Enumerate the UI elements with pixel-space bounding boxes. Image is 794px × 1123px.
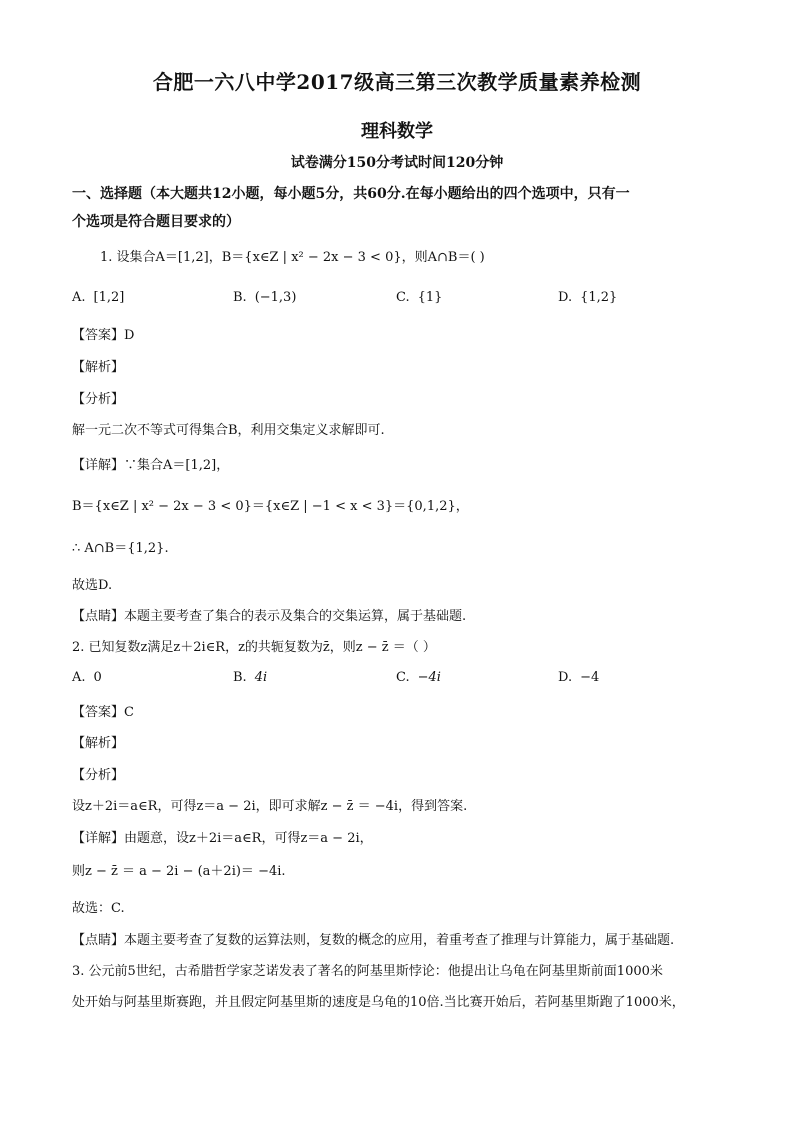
q2-stem: 2. 已知复数z满足z＋2i∈R，z的共轭复数为z̄，则z − z̄ ＝（ ） xyxy=(72,640,436,655)
q1-answer: 【答案】D xyxy=(72,328,135,343)
q1-stem: 1. 设集合A＝[1,2]，B＝{x∈Z | x² − 2x − 3 < 0}，则A∩B＝( ) xyxy=(100,250,485,265)
q1-option-d xyxy=(558,290,617,305)
q1-option-b-label: B. xyxy=(233,290,247,305)
q1-option-a-text: [1,2] xyxy=(93,290,125,305)
q2-fenxi-tag: 【分析】 xyxy=(72,768,125,783)
q1-option-b-text: (−1,3) xyxy=(254,290,297,305)
q2-option-c-label: C. xyxy=(396,670,410,685)
q2-option-d-label: D. xyxy=(558,670,573,685)
q2-option-a-label: A. xyxy=(72,670,86,685)
section-heading-line1: 一、选择题（本大题共12小题，每小题5分，共60分.在每小题给出的四个选项中，只有一 xyxy=(72,186,630,202)
q1-detail-1: 【详解】∵集合A＝[1,2]， xyxy=(72,458,230,473)
q2-comment: 【点睛】本题主要考查了复数的运算法则，复数的概念的应用，着重考查了推理与计算能力，属于基础题. xyxy=(72,933,675,948)
q1-option-a xyxy=(72,290,124,305)
q1-detail-3: ∴ A∩B＝{1,2}. xyxy=(72,541,169,556)
exam-meta: 试卷满分150分考试时间120分钟 xyxy=(290,155,504,171)
q3-line-2: 处开始与阿基里斯赛跑，并且假定阿基里斯的速度是乌龟的10倍.当比赛开始后，若阿基里斯跑了1000米， xyxy=(72,995,685,1010)
q1-fenxi-tag: 【分析】 xyxy=(72,392,125,407)
q1-detail-2: B＝{x∈Z | x² − 2x − 3 < 0}＝{x∈Z | −1 < x < 3}＝{0,1,2}， xyxy=(72,499,469,514)
q2-detail-2: 则z − z̄ ＝ a − 2i − (a＋2i)＝ −4i. xyxy=(72,864,286,879)
q2-fenxi: 设z＋2i＝a∈R，可得z＝a − 2i，即可求解z − z̄ ＝ −4i，得到答案. xyxy=(72,799,468,814)
exam-title: 合肥一六八中学2017级高三第三次教学质量素养检测 xyxy=(152,70,642,94)
q2-choose: 故选：C. xyxy=(72,901,125,916)
q2-detail-1: 【详解】由题意，设z＋2i＝a∈R，可得z＝a − 2i， xyxy=(72,831,373,846)
q2-option-d xyxy=(558,670,599,685)
q2-answer: 【答案】C xyxy=(72,705,134,720)
q1-option-c-label: C. xyxy=(396,290,410,305)
q2-analysis-tag: 【解析】 xyxy=(72,736,125,751)
exam-subtitle: 理科数学 xyxy=(361,121,433,142)
q2-option-c xyxy=(396,670,441,685)
q2-option-b-text: 4i xyxy=(254,670,268,685)
q2-option-d-text: −4 xyxy=(580,670,600,685)
q2-option-c-text: −4i xyxy=(417,670,441,685)
q3-line-1: 3. 公元前5世纪，古希腊哲学家芝诺发表了著名的阿基里斯悖论：他提出让乌龟在阿基里斯前面1000米 xyxy=(72,964,663,979)
q2-option-b-label: B. xyxy=(233,670,247,685)
q1-option-d-label: D. xyxy=(558,290,573,305)
section-heading-line2: 个选项是符合题目要求的） xyxy=(72,214,240,230)
q1-analysis-tag: 【解析】 xyxy=(72,360,125,375)
q2-option-b xyxy=(233,670,267,685)
q1-comment: 【点睛】本题主要考查了集合的表示及集合的交集运算，属于基础题. xyxy=(72,609,467,624)
q2-option-a xyxy=(72,670,102,685)
q1-option-b xyxy=(233,290,296,305)
q1-option-d-text: {1,2} xyxy=(580,290,618,305)
q2-option-a-text: 0 xyxy=(93,670,102,685)
q1-option-c xyxy=(396,290,442,305)
q1-option-c-text: {1} xyxy=(417,290,443,305)
q1-fenxi: 解一元二次不等式可得集合B，利用交集定义求解即可. xyxy=(72,423,385,438)
q1-option-a-label: A. xyxy=(72,290,86,305)
q1-choose: 故选D. xyxy=(72,578,113,593)
